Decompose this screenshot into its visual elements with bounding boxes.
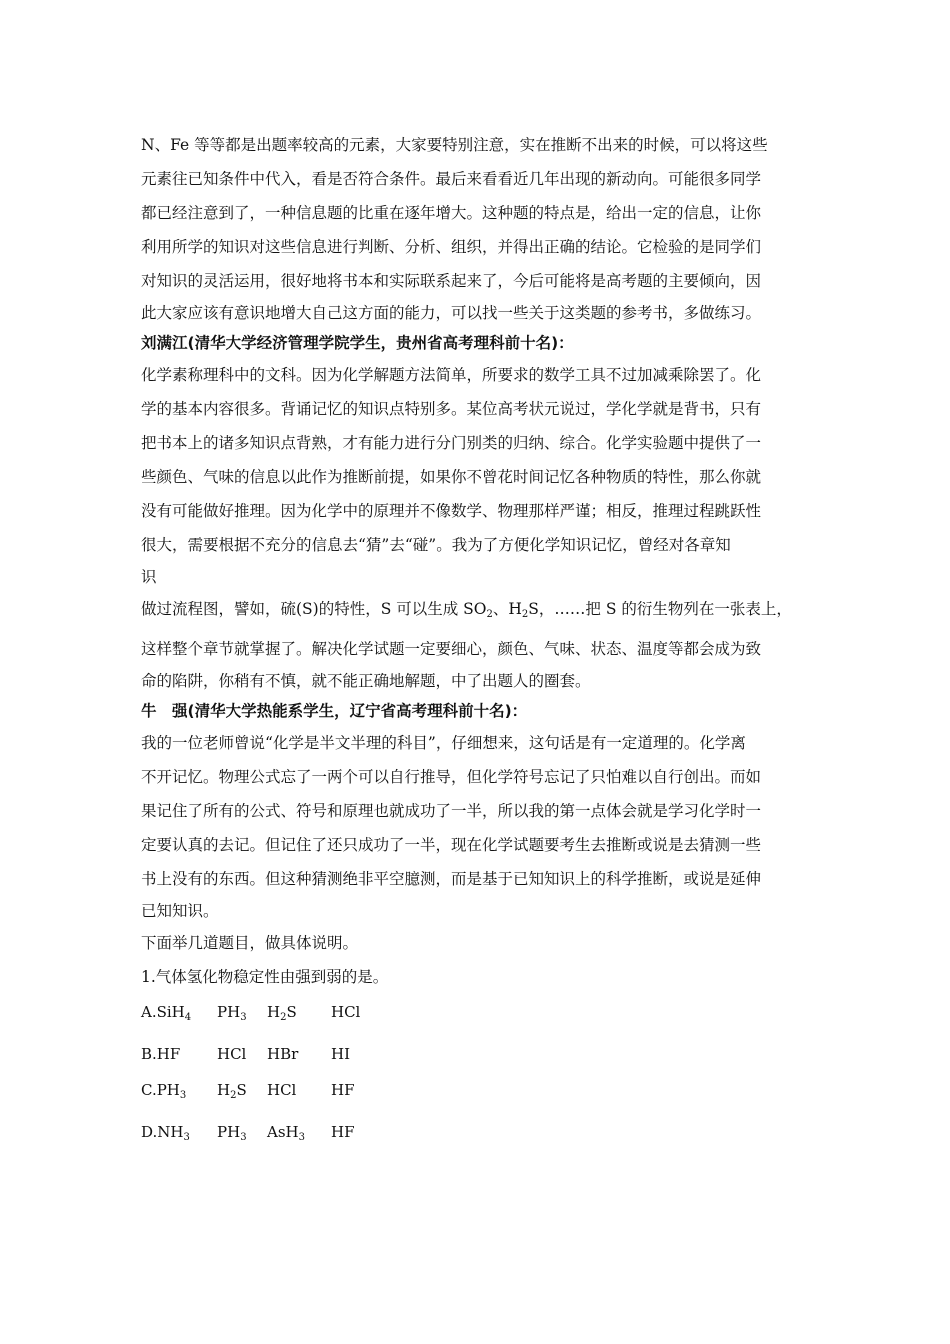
text-line: 书上没有的东西。但这种猜测绝非平空臆测，而是基于已知知识上的科学推断，或说是延伸	[141, 870, 762, 888]
section-heading-liu: 刘满江(清华大学经济管理学院学生，贵州省高考理科前十名)：	[141, 334, 574, 352]
text-line: 对知识的灵活运用，很好地将书本和实际联系起来了，今后可能将是高考题的主要倾向，因	[141, 272, 762, 290]
text-line: 都已经注意到了，一种信息题的比重在逐年增大。这种题的特点是，给出一定的信息，让你	[141, 204, 762, 222]
text-line: 利用所学的知识对这些信息进行判断、分析、组织，并得出正确的结论。它检验的是同学们	[141, 238, 762, 256]
text-line: 些颜色、气味的信息以此作为推断前提，如果你不曾花时间记忆各种物质的特性，那么你就	[141, 468, 762, 486]
text-line: 没有可能做好推理。因为化学中的原理并不像数学、物理那样严谨；相反，推理过程跳跃性	[141, 502, 762, 520]
option-b: B.HF HCl HBr HI	[141, 1045, 351, 1063]
intro-paragraph	[141, 128, 813, 328]
answer-options	[141, 994, 813, 1156]
option-a: A.SiH$_4$ $PH_3$ $H_2S$ HCl	[141, 1003, 361, 1023]
text-line: 果记住了所有的公式、符号和原理也就成功了一半，所以我的第一点体会就是学习化学时一	[141, 802, 762, 820]
text-line: 识	[141, 568, 157, 586]
text-line-sulfur: 做过流程图，譬如，硫(S)的特性，S 可以生成 $SO_2$、$H_2S$，……把 S 的衍生物列在一张表上，	[141, 600, 792, 620]
option-c: $C.PH_3$ $H_2S$ HCl HF	[141, 1081, 355, 1101]
text-line: 这样整个章节就掌握了。解决化学试题一定要细心，颜色、气味、状态、温度等都会成为致	[141, 640, 762, 658]
text-line: 定要认真的去记。但记住了还只成功了一半，现在化学试题要考生去推断或说是去猜测一些	[141, 836, 762, 854]
text-line: 很大，需要根据不充分的信息去“猜”去“碰”。我为了方便化学知识记忆，曾经对各章知	[141, 536, 731, 554]
document-page	[141, 128, 813, 1156]
text-line: 把书本上的诸多知识点背熟，才有能力进行分门别类的归纳、综合。化学实验题中提供了一	[141, 434, 762, 452]
text-line: 命的陷阱，你稍有不慎，就不能正确地解题，中了出题人的圈套。	[141, 672, 591, 690]
text-line: 不开记忆。物理公式忘了一两个可以自行推导，但化学符号忘记了只怕难以自行创出。而如	[141, 768, 762, 786]
question-text: 1.气体氢化物稳定性由强到弱的是。	[141, 968, 389, 986]
text-line: 我的一位老师曾说“化学是半文半理的科目”，仔细想来，这句话是有一定道理的。化学离	[141, 734, 746, 752]
text-line: 下面举几道题目，做具体说明。	[141, 934, 359, 952]
text-line: 元素往已知条件中代入，看是否符合条件。最后来看看近几年出现的新动向。可能很多同学	[141, 170, 762, 188]
text-line: 化学素称理科中的文科。因为化学解题方法简单，所要求的数学工具不过加减乘除罢了。化	[141, 366, 762, 384]
text-line: N、Fe 等等都是出题率较高的元素，大家要特别注意，实在推断不出来的时候，可以将这些	[141, 136, 768, 154]
section1-paragraph	[141, 358, 813, 696]
text-line: 学的基本内容很多。背诵记忆的知识点特别多。某位高考状元说过，学化学就是背书，只有	[141, 400, 762, 418]
text-line: 已知知识。	[141, 902, 219, 920]
text-line: 此大家应该有意识地增大自己这方面的能力，可以找一些关于这类题的参考书，多做练习。	[141, 304, 762, 322]
section2-paragraph	[141, 726, 813, 994]
option-d: $D.NH_3$ $PH_3$ AsH$_3$ HF	[141, 1123, 355, 1143]
section-heading-niu: 牛 强(清华大学热能系学生，辽宁省高考理科前十名)：	[141, 702, 528, 720]
